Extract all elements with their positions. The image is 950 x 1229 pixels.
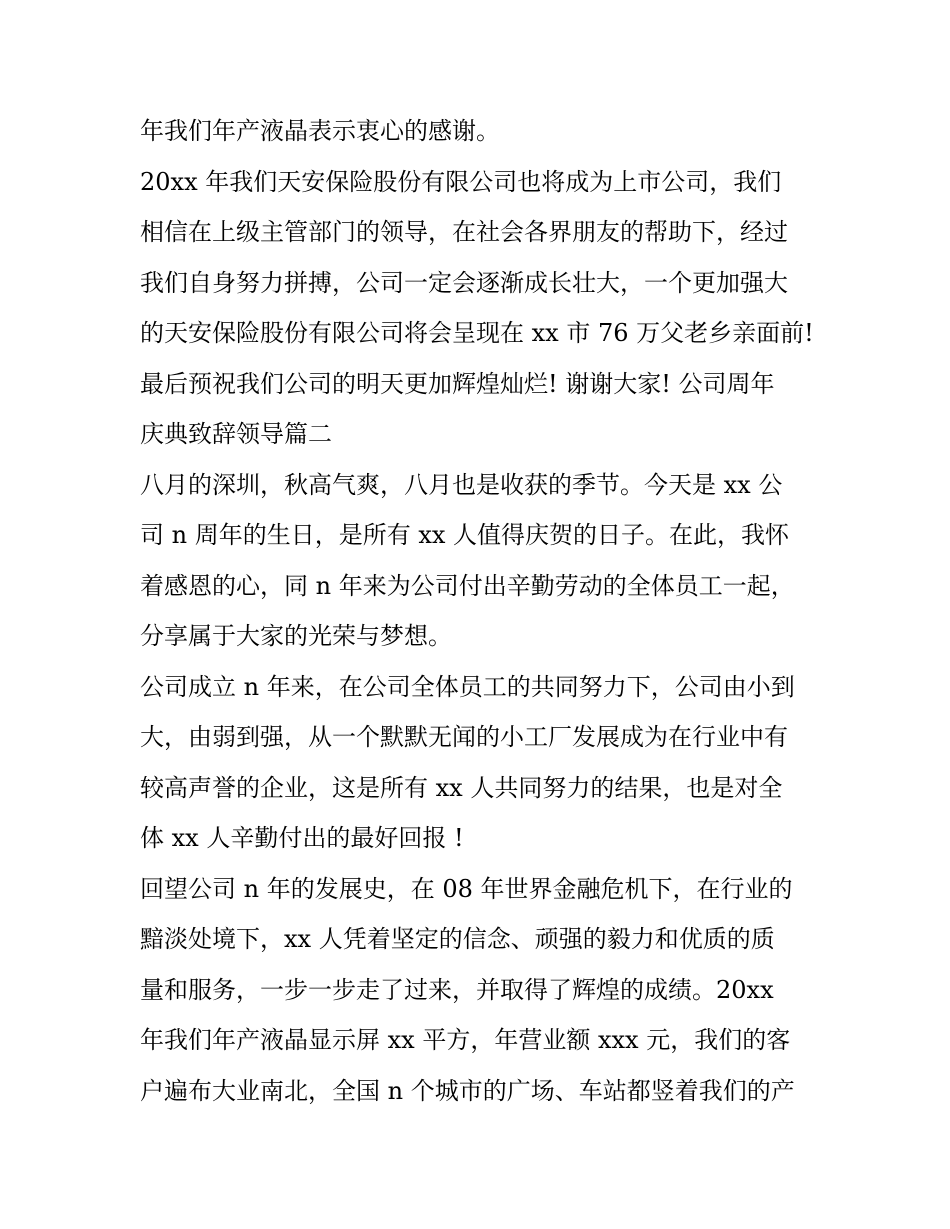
text-line: 八月的深圳，秋高气爽，八月也是收获的季节。今天是 xx 公	[140, 470, 783, 499]
text-line: 公司成立 n 年来，在公司全体员工的共同努力下，公司由小到	[140, 672, 795, 701]
text-line: 司 n 周年的生日，是所有 xx 人值得庆贺的日子。在此，我怀	[140, 521, 790, 549]
text-line: 户遍布大业南北，全国 n 个城市的广场、车站都竖着我们的产	[140, 1076, 795, 1105]
text-line: 分享属于大家的光荣与梦想。	[140, 622, 452, 650]
text-line: 年我们年产液晶显示屏 xx 平方，年营业额 xxx 元，我们的客	[140, 1026, 791, 1054]
text-line: 最后预祝我们公司的明天更加辉煌灿烂! 谢谢大家! 公司周年	[140, 369, 775, 398]
text-line: 较高声誉的企业，这是所有 xx 人共同努力的结果，也是对全	[140, 773, 783, 802]
text-line: 20xx 年我们天安保险股份有限公司也将成为上市公司，我们	[140, 167, 782, 196]
text-line: 相信在上级主管部门的领导，在社会各界朋友的帮助下，经过	[140, 218, 788, 246]
text-line: 量和服务，一步一步走了过来，并取得了辉煌的成绩。20xx	[140, 975, 774, 1004]
text-line: 大，由弱到强，从一个默默无闻的小工厂发展成为在行业中有	[140, 723, 788, 751]
text-line: 的天安保险股份有限公司将会呈现在 xx 市 76 万父老乡亲面前!	[140, 319, 814, 347]
text-line: 着感恩的心，同 n 年来为公司付出辛勤劳动的全体员工一起，	[140, 571, 795, 600]
text-line: 黯淡处境下，xx 人凭着坚定的信念、顽强的毅力和优质的质	[140, 925, 775, 953]
text-line: 我们自身努力拼搏，公司一定会逐渐成长壮大，一个更加强大	[140, 268, 788, 297]
document-body	[140, 106, 840, 1116]
text-line: 回望公司 n 年的发展史，在 08 年世界金融危机下，在行业的	[140, 874, 793, 903]
section-heading: 庆典致辞领导篇二	[140, 420, 332, 448]
text-line: 年我们年产液晶表示衷心的感谢。	[140, 117, 500, 145]
text-line: 体 xx 人辛勤付出的最好回报 !	[140, 824, 464, 852]
